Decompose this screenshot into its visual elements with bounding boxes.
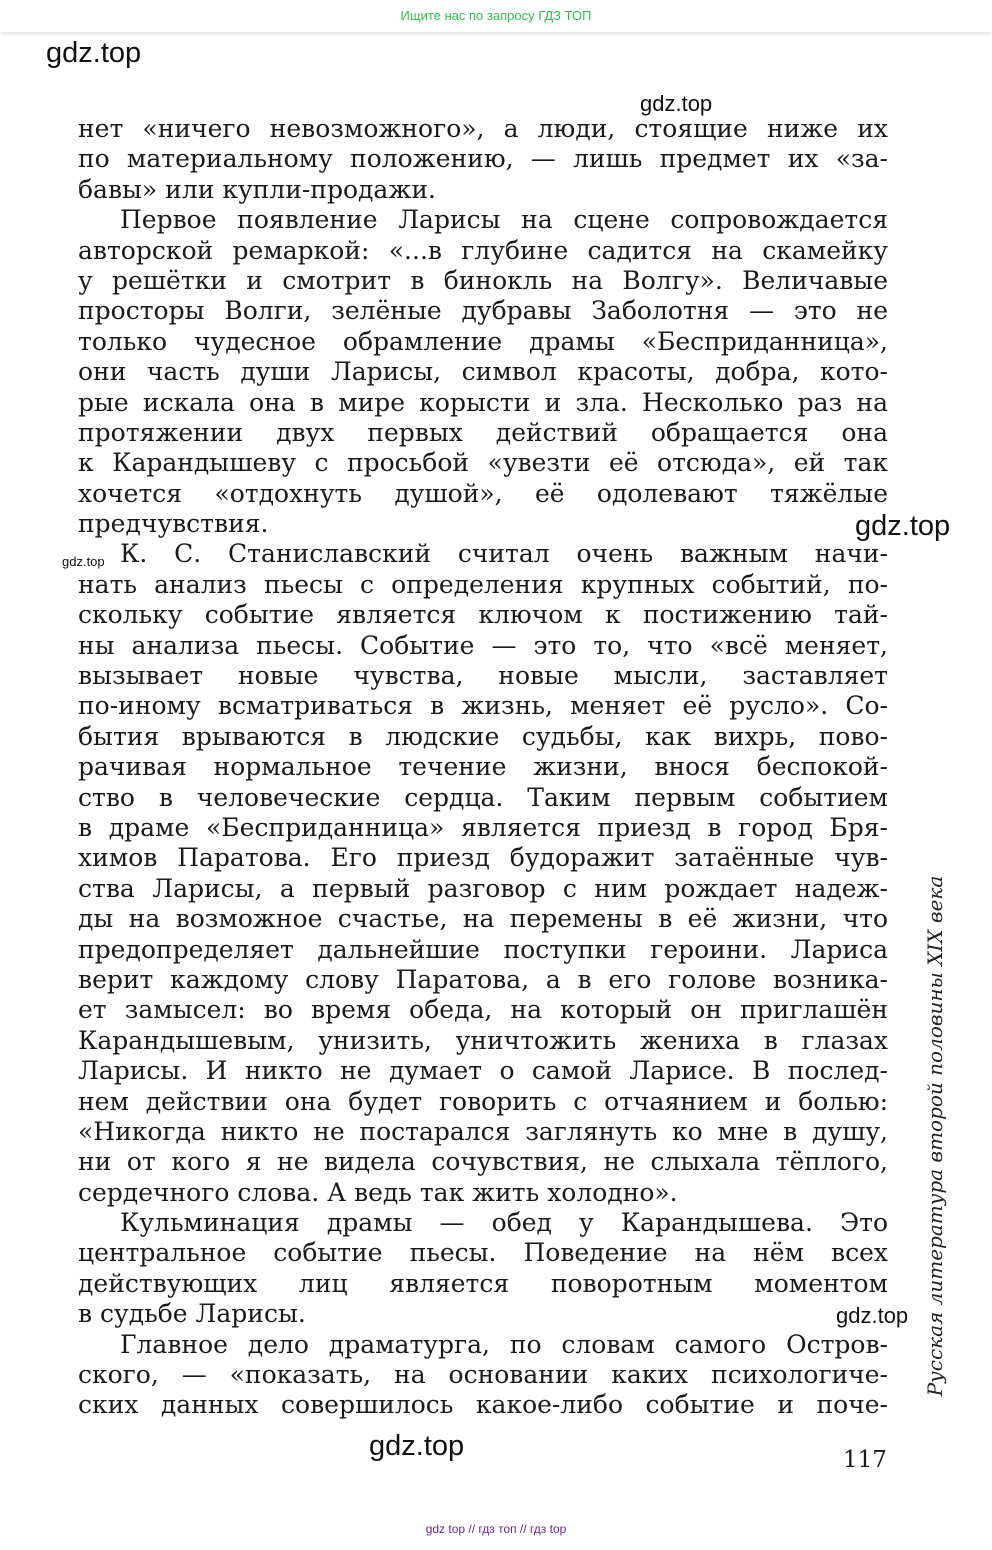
text-line: они часть души Ларисы, символ красоты, добра, кото- bbox=[78, 357, 888, 387]
text-line: предчувствия. bbox=[78, 509, 269, 539]
text-line: в судьбе Ларисы. bbox=[78, 1299, 306, 1329]
watermark-top-left: gdz.top bbox=[46, 37, 142, 69]
text-line: в драме «Бесприданница» является приезд в город Бря- bbox=[78, 812, 888, 842]
text-line: ского, — «показать, на основании каких психологиче- bbox=[78, 1360, 888, 1390]
text-line: ства Ларисы, а первый разговор с ним рождает надеж- bbox=[78, 873, 888, 903]
text-line: ских данных совершилось какое-либо событие и поче- bbox=[78, 1390, 888, 1420]
text-line: Главное дело драматурга, по словам самого Остров- bbox=[120, 1329, 888, 1359]
top-banner[interactable]: Ищите нас по запросу ГДЗ ТОП bbox=[0, 0, 992, 32]
side-section-title: Русская литература второй половины XIX века bbox=[923, 875, 947, 1397]
text-line: сердечного слова. А ведь так жить холодно». bbox=[78, 1177, 678, 1207]
text-line: по-иному всматриваться в жизнь, меняет её русло». Со- bbox=[78, 691, 888, 721]
text-line: «Никогда никто не постарался заглянуть ко мне в душу, bbox=[78, 1116, 888, 1146]
page-number: 117 bbox=[843, 1447, 887, 1473]
text-line: нем действии она будет говорить с отчаянием и болью: bbox=[78, 1086, 888, 1116]
text-line: верит каждому слову Паратова, а в его голове возника- bbox=[78, 964, 888, 994]
body-text bbox=[78, 114, 888, 1421]
text-line: бытия врываются в людские судьбы, как вихрь, пово- bbox=[78, 721, 888, 751]
text-line: только чудесное обрамление драмы «Бесприданница», bbox=[78, 326, 888, 356]
text-line: К. С. Станиславский считал очень важным начи- bbox=[120, 539, 888, 569]
text-line: скольку событие является ключом к постижению тай- bbox=[78, 600, 888, 630]
text-line: авторской ремаркой: «...в глубине садится на скамейку bbox=[78, 235, 888, 265]
text-line: рачивая нормальное течение жизни, внося беспокой- bbox=[78, 752, 888, 782]
text-line: нет «ничего невозможного», а люди, стоящие ниже их bbox=[78, 114, 888, 143]
text-line: рые искала она в мире корысти и зла. Несколько раз на bbox=[78, 387, 888, 417]
watermark-right-lower: gdz.top bbox=[836, 1303, 909, 1328]
text-line: Карандышевым, унизить, уничтожить жениха в глазах bbox=[78, 1025, 888, 1055]
watermark-bottom: gdz.top bbox=[369, 1430, 465, 1462]
text-line: хочется «отдохнуть душой», её одолевают тяжёлые bbox=[78, 478, 888, 508]
text-line: Кульминация драмы — обед у Карандышева. Это bbox=[120, 1208, 888, 1238]
text-line: предопределяет дальнейшие поступки героини. Лариса bbox=[78, 934, 888, 964]
watermark-top-center: gdz.top bbox=[640, 91, 713, 116]
text-line: ет замысел: во время обеда, на который он приглашён bbox=[78, 995, 888, 1025]
text-line: ство в человеческие сердца. Таким первым событием bbox=[78, 782, 888, 812]
text-line: к Карандышеву с просьбой «увезти её отсюда», ей так bbox=[78, 448, 888, 478]
text-line: химов Паратова. Его приезд будоражит затаённые чув- bbox=[78, 843, 888, 873]
text-line: нать анализ пьесы с определения крупных событий, по- bbox=[78, 569, 888, 599]
watermark-left-small: gdz.top bbox=[62, 554, 105, 569]
text-line: у решётки и смотрит в бинокль на Волгу». Величавые bbox=[78, 265, 888, 295]
footer-links[interactable]: gdz top // гдз топ // гдз top bbox=[425, 1522, 567, 1536]
text-line: Первое появление Ларисы на сцене сопровождается bbox=[120, 205, 888, 235]
watermark-right-middle: gdz.top bbox=[855, 510, 951, 542]
text-line: Ларисы. И никто не думает о самой Ларисе. В послед- bbox=[78, 1056, 888, 1086]
text-line: вызывает новые чувства, новые мысли, заставляет bbox=[78, 661, 888, 691]
text-line: ны анализа пьесы. Событие — это то, что «всё меняет, bbox=[78, 630, 888, 660]
text-line: просторы Волги, зелёные дубравы Заболотня — это не bbox=[78, 296, 888, 326]
text-line: центральное событие пьесы. Поведение на нём всех bbox=[78, 1238, 888, 1268]
text-line: ни от кого я не видела сочувствия, не слыхала тёплого, bbox=[78, 1147, 888, 1177]
text-line: по материальному положению, — лишь предмет их «за- bbox=[78, 144, 888, 174]
text-line: бавы» или купли-продажи. bbox=[78, 174, 436, 204]
text-line: ды на возможное счастье, на перемены в её жизни, что bbox=[78, 904, 888, 934]
text-line: протяжении двух первых действий обращается она bbox=[78, 417, 888, 447]
text-line: действующих лиц является поворотным моментом bbox=[78, 1268, 888, 1298]
